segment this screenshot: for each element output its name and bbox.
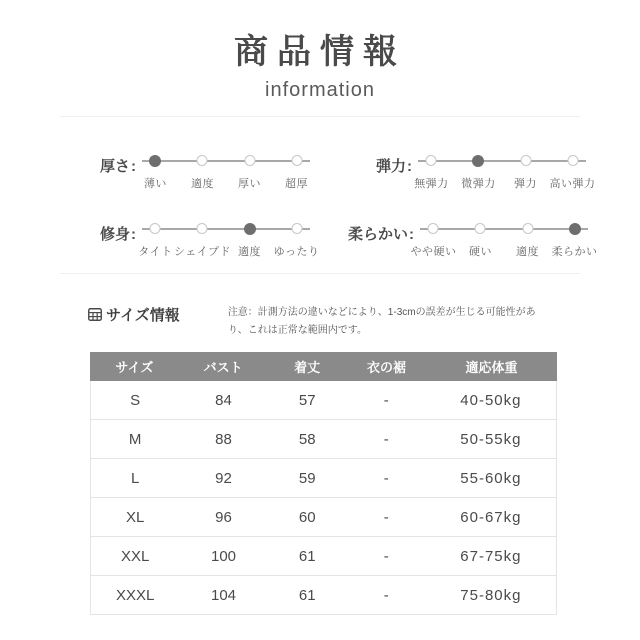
scale-dot xyxy=(522,223,533,234)
table-cell: - xyxy=(383,547,389,565)
scale-track xyxy=(420,221,588,236)
table-cell: - xyxy=(383,469,389,487)
table-row xyxy=(90,576,557,615)
table-cell: - xyxy=(383,391,389,409)
attribute-scale xyxy=(348,153,600,191)
table-cell: 59 xyxy=(298,469,316,487)
table-row xyxy=(90,459,557,498)
attribute-label: 柔らかい : xyxy=(348,221,414,244)
table-cell: 61 xyxy=(298,586,316,604)
scale-dot xyxy=(475,223,486,234)
table-cell: 60 xyxy=(298,508,316,526)
table-cell: 61 xyxy=(298,547,316,565)
page-title: 商品情報 xyxy=(234,33,406,71)
scale-level-label: タイト xyxy=(138,246,173,258)
scale-level-label: 微弾力 xyxy=(461,178,496,190)
scale-dot xyxy=(428,223,439,234)
table-cell: - xyxy=(383,430,389,448)
table-cell: 58 xyxy=(298,430,316,448)
size-note: 注意：計測方法の違いなどにより、1-3cmの誤差が生じる可能性があり、これは正常な範囲内です。 xyxy=(227,307,536,336)
scale-dot-filled xyxy=(149,155,161,167)
table-cell: 57 xyxy=(298,391,316,409)
table-cell: 60-67kg xyxy=(460,508,522,526)
table-cell: 75-80kg xyxy=(460,586,522,604)
scale-level-label: 弾力 xyxy=(514,178,538,190)
table-row xyxy=(90,381,557,420)
grid-icon xyxy=(88,308,102,321)
scale-line xyxy=(142,160,310,162)
table-cell: 50-55kg xyxy=(460,430,522,448)
size-table-header-row xyxy=(90,352,557,381)
table-cell: 84 xyxy=(215,391,232,409)
table-row xyxy=(90,420,557,459)
scale-dot xyxy=(520,155,531,166)
attribute-scale xyxy=(348,221,600,259)
size-table-body xyxy=(90,381,557,615)
table-header-cell: 適応体重 xyxy=(465,360,518,375)
scale-dot xyxy=(197,223,208,234)
divider-middle xyxy=(60,273,580,274)
table-cell: 40-50kg xyxy=(460,391,522,409)
table-cell: 96 xyxy=(215,508,232,526)
table-cell: 100 xyxy=(211,547,237,565)
scale-dot xyxy=(426,155,437,166)
scale-track xyxy=(418,153,586,168)
table-cell: L xyxy=(131,469,140,487)
table-cell: - xyxy=(383,508,389,526)
scale-level-label: 適度 xyxy=(190,178,214,190)
scale-track xyxy=(142,153,310,168)
scale-dot-filled xyxy=(569,223,581,235)
scale-dot xyxy=(291,223,302,234)
table-cell: S xyxy=(130,391,141,409)
table-header-cell: サイズ xyxy=(115,360,154,375)
scale-line xyxy=(418,160,586,162)
size-section xyxy=(88,304,640,339)
scale-line xyxy=(420,228,588,230)
table-cell: XXL xyxy=(120,547,150,565)
table-header-cell: バスト xyxy=(203,360,243,375)
divider-top xyxy=(60,116,580,117)
scale-level-label: 高い弾力 xyxy=(549,178,596,190)
size-heading xyxy=(88,304,180,325)
table-cell: - xyxy=(383,586,389,604)
scale-level-label: 超厚 xyxy=(285,178,309,190)
table-row xyxy=(90,537,557,576)
scale-line xyxy=(142,228,310,230)
size-heading-label: サイズ情報 xyxy=(106,307,180,324)
table-cell: XXXL xyxy=(115,586,155,604)
scale-level-label: シェイプド xyxy=(173,246,231,258)
scale-track xyxy=(142,221,310,236)
scale-dot xyxy=(197,155,208,166)
scale-dot xyxy=(244,155,255,166)
attribute-label: 厚さ : xyxy=(88,153,136,176)
table-cell: 92 xyxy=(215,469,232,487)
scale-level-label: ゆったり xyxy=(273,246,320,258)
table-header-cell: 衣の裾 xyxy=(366,360,406,375)
attributes-grid xyxy=(88,153,640,259)
scale-level-label: 柔らかい xyxy=(551,246,598,258)
attribute-label: 修身 : xyxy=(88,221,136,244)
scale-dot-filled xyxy=(244,223,256,235)
scale-level-label: 硬い xyxy=(468,246,492,258)
table-header-cell: 着丈 xyxy=(294,360,321,375)
table-cell: M xyxy=(128,430,142,448)
table-cell: 88 xyxy=(215,430,232,448)
scale-level-label: やや硬い xyxy=(410,246,457,258)
table-cell: 67-75kg xyxy=(460,547,522,565)
scale-level-label: 薄い xyxy=(143,178,167,190)
scale-level-label: 無弾力 xyxy=(414,178,449,190)
scale-level-label: 適度 xyxy=(516,246,540,258)
page-subtitle: information xyxy=(265,79,375,101)
scale-dot xyxy=(567,155,578,166)
table-row xyxy=(90,498,557,537)
attribute-scale xyxy=(88,221,340,259)
table-cell: XL xyxy=(125,508,145,526)
scale-level-label: 厚い xyxy=(238,178,262,190)
table-cell: 55-60kg xyxy=(460,469,522,487)
size-table xyxy=(90,352,557,615)
attribute-label: 弾力 : xyxy=(348,153,412,176)
scale-level-label: 適度 xyxy=(238,246,262,258)
table-cell: 104 xyxy=(211,586,237,604)
scale-dot xyxy=(291,155,302,166)
title-block xyxy=(0,0,640,102)
scale-dot-filled xyxy=(472,155,484,167)
scale-dot xyxy=(150,223,161,234)
attribute-scale xyxy=(88,153,340,191)
